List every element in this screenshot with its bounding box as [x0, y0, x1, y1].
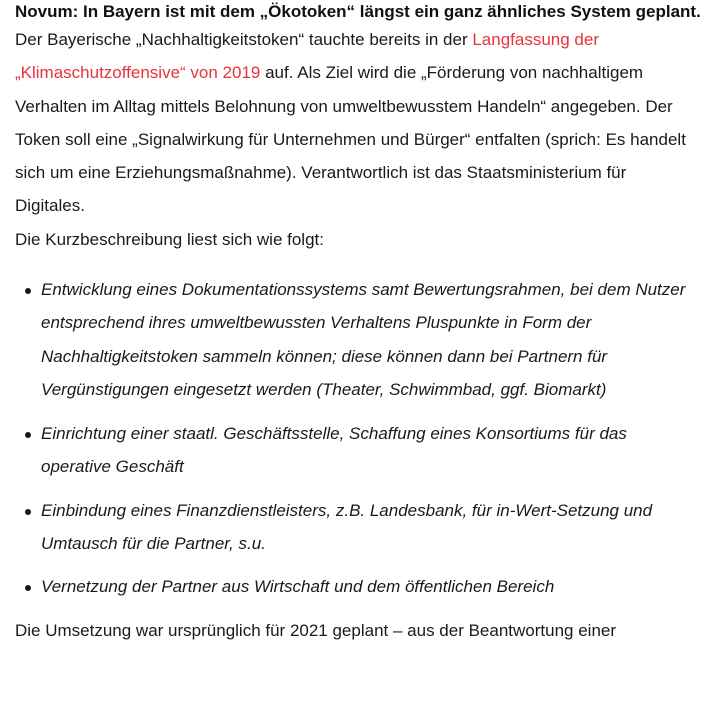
bullet-icon	[25, 288, 31, 294]
list-item-text: Einrichtung einer staatl. Geschäftsstelle, Schaffung eines Konsortiums für das operative Geschäft	[41, 423, 627, 477]
paragraph-umsetzung: Die Umsetzung war ursprünglich für 2021 geplant – aus der Beantwortung einer	[15, 620, 617, 640]
list-item	[15, 494, 695, 561]
list-item-text: Entwicklung eines Dokumentationssystems samt Bewertungsrahmen, bei dem Nutzer entsprechend ihres umweltbewussten Verhaltens Pluspunkte in Form der Nachhaltigkeitstoken sammeln können; diese können dann bei Partnern für Vergünstigungen eingesetzt werden (Theater, Schwimmbad, ggf. Biomarkt)	[41, 280, 686, 400]
list-item-text: Vernetzung der Partner aus Wirtschaft und dem öffentlichen Bereich	[41, 577, 555, 597]
bullet-icon	[25, 432, 31, 438]
list-item	[15, 570, 695, 603]
bullet-icon	[25, 509, 31, 515]
list-item	[15, 273, 695, 407]
paragraph-kurzbeschreibung: Die Kurzbeschreibung liest sich wie folgt:	[15, 229, 324, 249]
list-item	[15, 417, 695, 484]
klimaschutzoffensive-link[interactable]: Langfassung der „Klimaschutzoffensive“ von 2019	[15, 30, 599, 83]
paragraph-klimaschutzoffensive	[15, 23, 695, 223]
paragraph-text-before-link: Der Bayerische „Nachhaltigkeitstoken“ tauchte bereits in der	[15, 30, 473, 49]
list-item-text: Einbindung eines Finanzdienstleisters, z.B. Landesbank, für in-Wert-Setzung und Umtausch für die Partner, s.u.	[41, 500, 653, 553]
bullet-icon	[25, 585, 31, 591]
lead-heading: Novum: In Bayern ist mit dem „Ökotoken“ längst ein ganz ähnliches System geplant.	[15, 2, 701, 21]
bullet-list	[15, 273, 695, 604]
paragraph-text-after-link: auf. Als Ziel wird die „Förderung von nachhaltigem Verhalten im Alltag mittels Belohnung von umweltbewusstem Handeln“ angegeben. Der Token soll eine „Signalwirkung für Unternehmen und Bürger“ entfalten (sprich: Es handelt sich um eine Erziehungsmaßnahme). Verantwortlich ist das Staatsministerium für Digitales.	[15, 63, 686, 216]
